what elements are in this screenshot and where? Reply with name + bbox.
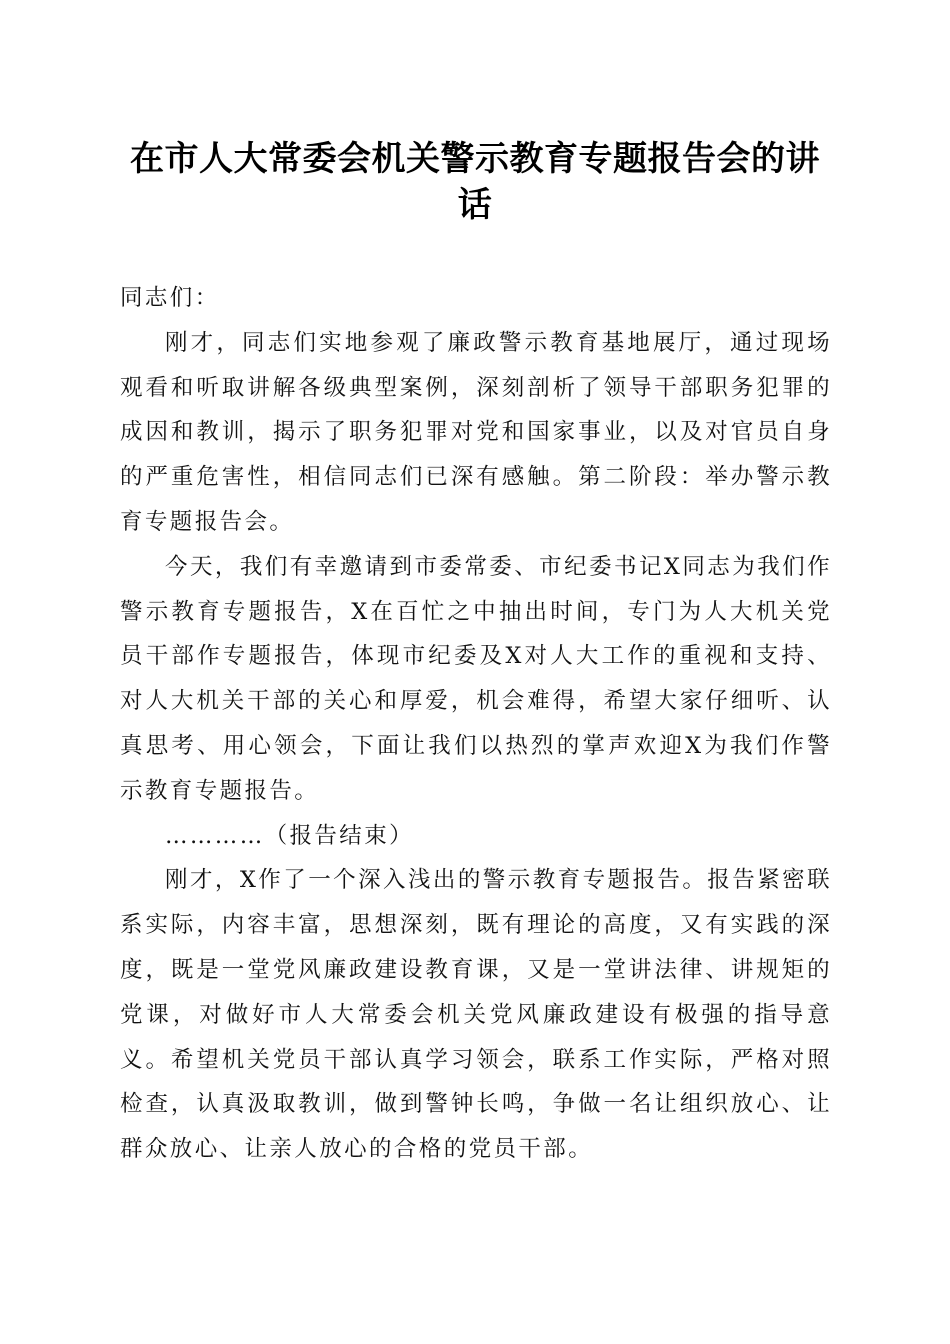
paragraph-report-end: …………（报告结束） bbox=[165, 822, 415, 849]
document-title: 在市人大常委会机关警示教育专题报告会的讲话 bbox=[130, 139, 820, 225]
salutation: 同志们： bbox=[120, 285, 220, 311]
paragraph-visit: 刚才，同志们实地参观了廉政警示教育基地展厅，通过现场观看和听取讲解各级典型案例，深刻剖析了领导干部职务犯罪的成因和教训，揭示了职务犯罪对党和国家事业，以及对官员自身的严重危害性，相信同志们已深有感触。第二阶段：举办警示教育专题报告会。 bbox=[120, 329, 832, 535]
paragraph-summary: 刚才，X作了一个深入浅出的警示教育专题报告。报告紧密联系实际，内容丰富，思想深刻，既有理论的高度，又有实践的深度，既是一堂党风廉政建设教育课，又是一堂讲法律、讲规矩的党课，对做好市人大常委会机关党风廉政建设有极强的指导意义。希望机关党员干部认真学习领会，联系工作实际，严格对照检查，认真汲取教训，做到警钟长鸣，争做一名让组织放心、让群众放心、让亲人放心的合格的党员干部。 bbox=[120, 867, 832, 1163]
document-body bbox=[120, 276, 832, 1172]
paragraph-introduction: 今天，我们有幸邀请到市委常委、市纪委书记X同志为我们作警示教育专题报告，X在百忙之中抽出时间，专门为人大机关党员干部作专题报告，体现市纪委及X对人大工作的重视和支持、对人大机关干部的关心和厚爱，机会难得，希望大家仔细听、认真思考、用心领会，下面让我们以热烈的掌声欢迎X为我们作警示教育专题报告。 bbox=[120, 553, 832, 804]
